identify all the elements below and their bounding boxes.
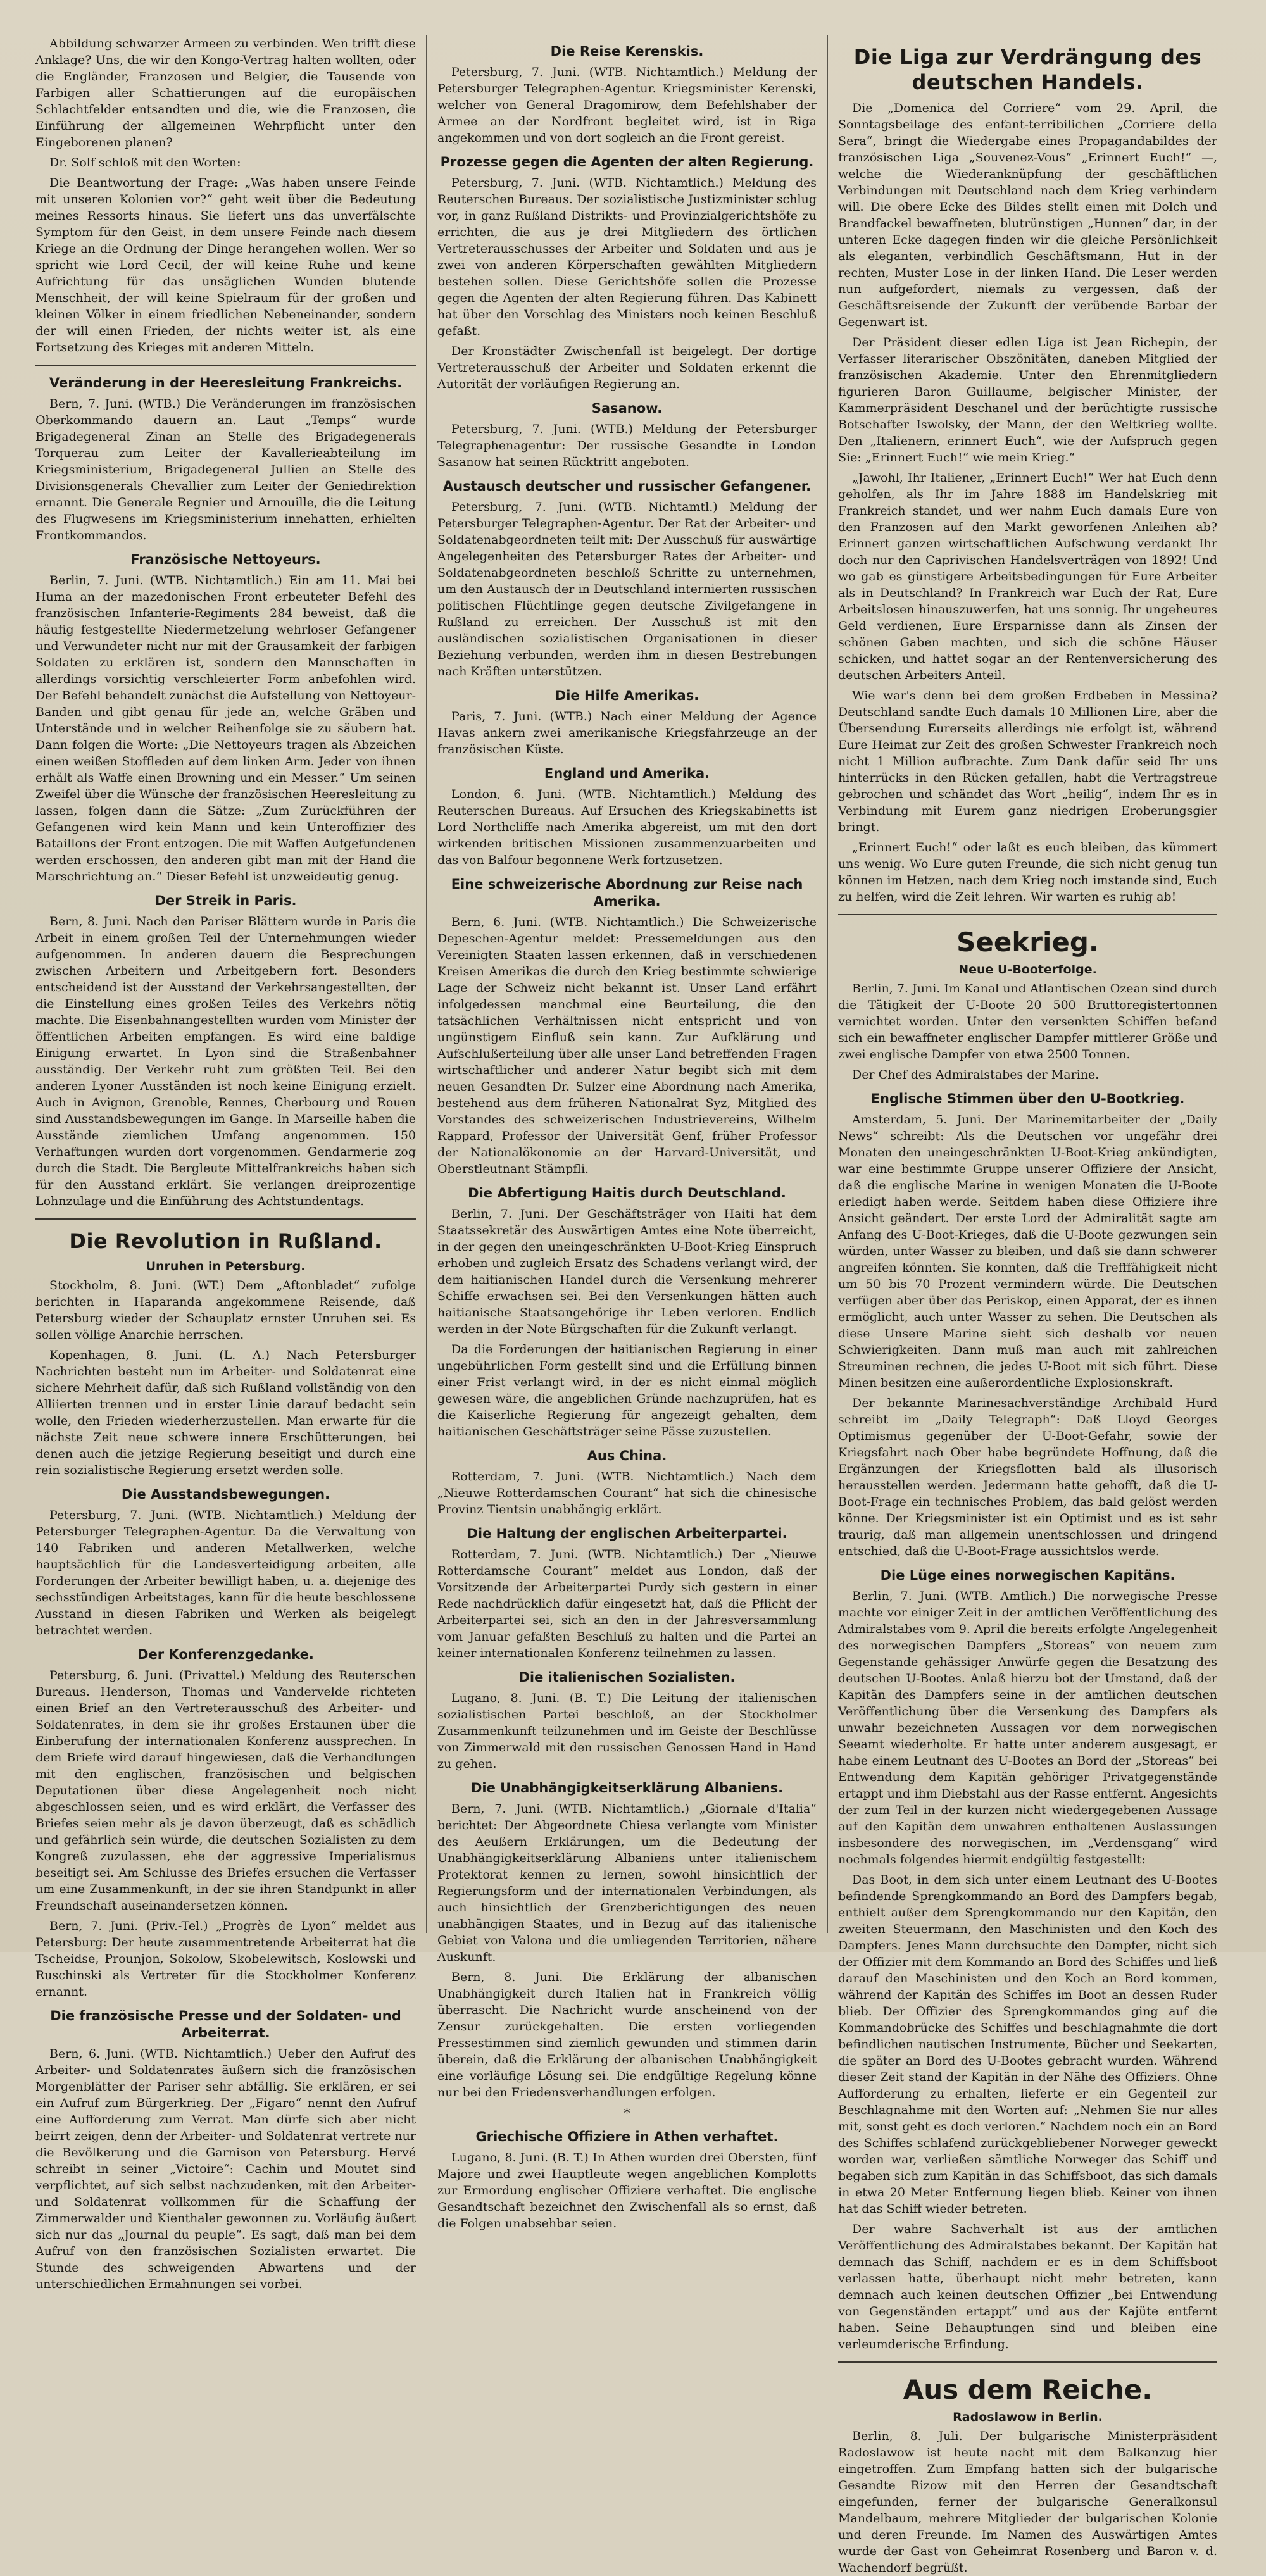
divider	[838, 2361, 1217, 2363]
article-text: Der Präsident dieser edlen Liga ist Jean Richepin, der Verfasser literarischer Obszönitäten, daneben Mitglied der französischen Akademie. Unter den Ehrenmitgliedern figurieren Baron Guillaume, belgischer Minister, der Kammerpräsident Deschanel und der berüchtigte russische Botschafter Iswolsky, der Mann, der den Weltkrieg wollte. Den „Italienern, erinnert Euch“, wie der Aufspruch gegen Sie: „Erinnert Euch!“ wie mein Krieg.“	[838, 335, 1217, 465]
column-2	[426, 35, 827, 2230]
article-text: Der wahre Sachverhalt ist aus der amtlichen Veröffentlichung des Admiralstabes bekannt. Der Kapitän hat demnach das Schiff, nachdem er es in dem Schiffsboot verlassen hatte, überhaupt nicht mehr betreten, kann demnach auch keinen deutschen Offizier „bei Entwendung von Gegenständen ertappt“ und aus der Kajüte entfernt haben. Seine Behauptungen sind und bleiben eine verleumderische Erfindung.	[838, 2222, 1217, 2351]
headline: Aus China.	[587, 1448, 667, 1463]
headline: Die Abfertigung Haitis durch Deutschland.	[468, 1185, 786, 1201]
headline: Französische Nettoyeurs.	[130, 552, 321, 567]
article-text: London, 6. Juni. (WTB. Nichtamtlich.) Meldung des Reuterschen Bureaus. Auf Ersuchen des Kriegskabinetts ist Lord Northcliffe nach Amerika abgereist, um mit den dort wirkenden britischen Missionen zusammenzuarbeiten und das von Balfour begonnene Werk fortzusetzen.	[437, 787, 817, 867]
columns	[25, 35, 1247, 2575]
article-text: Die Beantwortung der Frage: „Was haben unsere Feinde mit unseren Kolonien vor?“ geht weit über die Bedeutung meines Ressorts hinaus. Sie liefert uns das unverfälschte Symptom für den Geist, in dem unsere Feinde nach diesem Kriege an die Ordnung der Dinge herangehen wollen. Wer so spricht wie Lord Cecil, der will keine Ruhe und keine Aufrichtung für das unsäglichen Wunden blutende Menschheit, der will keine Spielraum für der großen und kleinen Völker in einem friedlichen Nebeneinander, sondern der will einen Frieden, der nichts weiter ist, als eine Fortsetzung des Krieges mit anderen Mitteln.	[35, 176, 416, 354]
article-text: Berlin, 7. Juni. (WTB. Amtlich.) Die norwegische Presse machte vor einiger Zeit in der amtlichen Veröffentlichung des Admiralstabes vom 9. April die bereits erfolgte Angelegenheit des norwegischen Dampfers „Storeas“ von neuem zum Gegenstande gehässiger Anwürfe gegen die Besatzung des deutschen U-Bootes. Anlaß hierzu bot der Umstand, daß der Kapitän des Dampfers seine in der amtlichen deutschen Veröffentlichung über die Versenkung des Dampfers als unwahr bezeichneten Aussagen vor dem norwegischen Seeamt wiederholte. Er hatte unter anderem ausgesagt, er habe einem Leutnant des U-Bootes an Bord der „Storeas“ bei Entwendung dem Kapitän gehöriger Privatgegenstände ertappt und ihm Diebstahl aus der Rasse entfernt. Angesichts der zum Teil in der kurzen nicht wiedergegebenen Aussage auf den Kapitän dem unwahren enthaltenen Auslassungen insbesondere des norwegischen, im „Verdensgang“ wird nochmals folgendes hiermit endgültig festgestellt:	[838, 1589, 1217, 1866]
article-text: Bern, 6. Juni. (WTB. Nichtamtlich.) Die Schweizerische Depeschen-Agentur meldet: Pressemeldungen aus den Vereinigten Staaten lassen erkennen, daß in verschiedenen Kreisen Amerikas die durch den Krieg bestimmte schwierige Lage der Schweiz nicht bekannt ist. Unser Land erfährt infolgedessen manchmal eine Beurteilung, die den tatsächlichen Verhältnissen nicht entspricht und von ungünstigem Einfluß sein kann. Zur Aufklärung und Aufschlußerteilung über alle unser Land betreffenden Fragen wirtschaftlicher und anderer Natur begibt sich mit dem neuen Gesandten Dr. Sulzer eine Abordnung nach Amerika, bestehend aus dem früheren Nationalrat Syz, Mitglied des Vorstandes des schweizerischen Industrievereins, Wilhelm Rappard, Professor der Universität Genf, früher Professor der Nationalökonomie an der Harvard-Universität, und Oberstleutnant Stämpfli.	[437, 915, 817, 1176]
article-text: Da die Forderungen der haitianischen Regierung in einer ungebührlichen Form gestellt sind und die Erfüllung binnen einer Frist verlangt wird, in der es nicht einmal möglich gewesen wäre, die angeblichen Gründe nachzuprüfen, hat es die Kaiserliche Regierung für angezeigt gehalten, dem haitianischen Geschäftsträger seine Pässe zuzustellen.	[437, 1342, 817, 1439]
headline: Austausch deutscher und russischer Gefangener.	[442, 478, 812, 494]
divider	[35, 1218, 416, 1220]
headline: Veränderung in der Heeresleitung Frankreichs.	[49, 375, 403, 391]
headline: Die französische Presse und der Soldaten- und Arbeiterrat.	[50, 2008, 401, 2041]
subheadline: Unruhen in Petersburg.	[146, 1260, 306, 1273]
headline: Prozesse gegen die Agenten der alten Regierung.	[440, 154, 814, 170]
article-text: Rotterdam, 7. Juni. (WTB. Nichtamtlich.) Der „Nieuwe Rotterdamsche Courant“ meldet aus London, daß der Vorsitzende der Arbeiterpartei Purdy sich gestern in einer Rede nachdrücklich dafür eingesetzt hat, daß die Pflicht der Arbeiterpartei sei, sich an den in der Jahresversammlung vom Januar gefaßten Beschluß zu halten und die Partei an keiner internationalen Konferenz teilnehmen zu lassen.	[437, 1547, 817, 1660]
article-text: „Jawohl, Ihr Italiener, „Erinnert Euch!“ Wer hat Euch denn geholfen, als Ihr im Jahre 1888 im Handelskrieg mit Frankreich standet, und wer nahm Euch damals Eure von den Franzosen auf den Markt geworfenen Anleihen ab? Erinnert ganzen wirtschaftlichen Aufschwung verdankt Ihr doch nur den Caprivischen Handelsverträgen von 1892! Und wo gab es günstigere Arbeitsbedingungen für Eure Arbeiter als in Deutschland? In Frankreich war Euch der Rat, Eure Arbeitslosen hinauszuwerfen, hat uns sonnig. Ihr ungeheures Geld verdienen, Eure Ersparnisse dann als Zinsen der schönen Gaben machten, und sich die schöne Häuser schicken, und hattet sogar an der Rentenversicherung des deutschen Arbeiters Anteil.	[838, 471, 1217, 682]
article-text: Der bekannte Marinesachverständige Archibald Hurd schreibt im „Daily Telegraph“: Daß Lloyd Georges Optimismus gegenüber der U-Boot-Gefahr, sowie der Kriegsfahrt nach Ober habe begründete Hoffnung, daß die Ergänzungen der Kriegsflotten bald als illusorisch herausstellen werden. Jedermann hatte gehofft, daß die U-Boot-Frage ein technisches Problem, das bald gelöst werden könne. Der Kriegsminister ist ein Optimist und es ist sehr traurig, daß man allgemein unentschlossen und dringend entschied, daß die U-Boot-Frage aussichtslos werde.	[838, 1396, 1217, 1558]
article-text: Petersburg, 7. Juni. (WTB. Nichtamtlich.) Meldung des Reuterschen Bureaus. Der sozialistische Justizminister schlug vor, in ganz Rußland Distrikts- und Provinzialgerichtshöfe zu errichten, die aus je drei Mitgliedern des örtlichen Vertreterausschusses der Arbeiter und Soldaten und aus je zwei von anderen Körperschaften gewählten Mitgliedern bestehen sollen. Diese Gerichtshöfe sollen die Prozesse gegen die Agenten der alten Regierung führen. Das Kabinett hat über den Vorschlag des Ministers noch keinen Beschluß gefaßt.	[437, 176, 817, 338]
article-text: Das Boot, in dem sich unter einem Leutnant des U-Bootes befindende Sprengkommando an Bord des Dampfers begab, enthielt außer dem Sprengkommando nur den Kapitän, den zweiten Steuermann, den Maschinisten und den Koch des Dampfers. Jenes Mann durchsuchte den Dampfer, nicht sich der Offizier mit dem Kommando an Bord des Schiffes und ließ darauf den Maschinisten und den Koch an Bord kommen, während der Kapitän des Schiffes im Boot an dessen Ruder blieb. Der Offizier des Sprengkommandos ging auf die Kommandobrücke des Schiffes und beschlagnahmte die dort befindlichen nautischen Instrumente, Bücher und Seekarten, die später an Bord des U-Bootes gebracht wurden. Während dieser Zeit stand der Kapitän in der Nähe des Offiziers. Ohne Aufforderung zu erhalten, lieferte er ein Gegenteil zur Beschlagnahme mit den Worten auf: „Nehmen Sie nur alles mit, sonst geht es doch verloren.“ Nachdem noch ein an Bord des Schiffes schlafend zurückgebliebener Norweger geweckt worden war, verließen sämtliche Norweger das Schiff und begaben sich zum Kapitän in das Schiffsboot, das sich damals in etwa 20 Meter Entfernung liegen blieb. Keiner von ihnen hat das Schiff wieder betreten.	[838, 1873, 1217, 2216]
separator-star: *	[624, 2105, 630, 2120]
article-text: Stockholm, 8. Juni. (WT.) Dem „Aftonbladet“ zufolge berichten in Haparanda angekommene Reisende, daß Petersburg wieder der Schauplatz ernster Unruhen sei. Es sollen völlige Anarchie herrschen.	[35, 1279, 416, 1342]
divider	[838, 914, 1217, 915]
article-text: Rotterdam, 7. Juni. (WTB. Nichtamtlich.) Nach dem „Nieuwe Rotterdamschen Courant“ hat sich die chinesische Provinz Tientsin unabhängig erklärt.	[437, 1470, 817, 1516]
article-text: Lugano, 8. Juni. (B. T.) Die Leitung der italienischen sozialistischen Partei beschloß, an der Stockholmer Zusammenkunft teilzunehmen und im Geiste der Beschlüsse von Zimmerwald mit den russischen Genossen Hand in Hand zu gehen.	[437, 1691, 817, 1771]
article-text: Wie war's denn bei dem großen Erdbeben in Messina? Deutschland sandte Euch damals 10 Millionen Lire, aber die Übersendung Eurerseits allerdings nie erfolgt ist, während Eure Heimat zur Zeit des großen Schwester Frankreich noch nicht 1 Million aufbrachte. Zum Dank dafür seid Ihr uns hinterrücks in den Rücken gefallen, habt die Vertragstreue gebrochen und schändet das Wort „heilig“, indem Ihr es in Verbindung mit Eurem ganz niedrigen Eroberungsgier bringt.	[838, 689, 1217, 834]
article-text: Petersburg, 6. Juni. (Privattel.) Meldung des Reuterschen Bureaus. Henderson, Thomas und Vandervelde richteten einen Brief an den Vertreterausschuß des Arbeiter- und Soldatenrates, in dem sie ihr großes Erstaunen über die Einberufung der internationalen Konferenz aussprechen. In dem Briefe wird darauf hingewiesen, daß die Verhandlungen mit den englischen, französischen und belgischen Deputationen über diese Angelegenheit noch nicht abgeschlossen seien, und es wird erklärt, die Verfasser des Briefes seien mehr als je davon überzeugt, daß es schädlich und gefährlich sein würde, die deutschen Sozialisten zu dem Kongreß zuzulassen, ehe der aggressive Imperialismus beseitigt sei. Am Schlusse des Briefes ersuchen die Verfasser um eine Zusammenkunft, in der sie ihren Standpunkt in aller Freundschaft auseinandersetzen können.	[35, 1668, 416, 1913]
article-text: Lugano, 8. Juni. (B. T.) In Athen wurden drei Obersten, fünf Majore und zwei Hauptleute wegen angeblichen Komplotts zur Ermordung englischer Offiziere verhaftet. Die englische Gesandtschaft bezeichnet den Zwischenfall als so ernst, daß die Folgen unabsehbar seien.	[437, 2151, 817, 2230]
subheadline: Neue U-Booterfolge.	[958, 963, 1097, 977]
article-text: Bern, 8. Juni. Nach den Pariser Blättern wurde in Paris die Arbeit in einem großen Teil der Unternehmungen wieder aufgenommen. In anderen dauern die Besprechungen zwischen Arbeitern und Arbeitgebern fort. Besonders entscheidend ist der Ausstand der Verkehrsangestellten, der die Einstellung eines großen Teiles des Verkehrs nötig machte. Die Eisenbahnangestellten wurden vom Minister der öffentlichen Arbeiten empfangen. Es wird eine baldige Einigung erwartet. In Lyon sind die Straßenbahner ausständig. Der Verkehr ruht zum größten Teil. Bei den anderen Lyoner Ausständen ist noch keine Einigung erzielt. Auch in Avignon, Grenoble, Rennes, Cherbourg und Rouen sind Ausstandsbewegungen im Gange. In Marseille haben die Ausstände ziemlichen Umfang angenommen. 150 Verhaftungen wurden dort vorgenommen. Gendarmerie zog durch die Stadt. Die Bergleute Mittelfrankreichs haben sich für den Ausstand erklärt. Sie verlangen dreiprozentige Lohnzulage und die Einführung des Achtstundentags.	[35, 915, 416, 1208]
headline: Die Reise Kerenskis.	[550, 44, 704, 59]
article-text: Bern, 7. Juni. (Priv.-Tel.) „Progrès de Lyon“ meldet aus Petersburg: Der heute zusammentretende Arbeiterrat hat die Tscheidse, Prounjon, Sokolow, Skobelewitsch, Koslowski und Ruschinski als Vertreter für die Stockholmer Konferenz ernannt.	[35, 1919, 416, 1999]
article-text: Bern, 8. Juni. Die Erklärung der albanischen Unabhängigkeit durch Italien hat in Frankreich völlig überrascht. Die Nachricht wurde anscheinend von der Zensur zurückgehalten. Die ersten vorliegenden Pressestimmen sind ziemlich gewunden und stimmen darin überein, daß die Erklärung der albanischen Unabhängigkeit eine vorläufige Lösung sei. Die endgültige Regelung könne nur bei den Friedensverhandlungen erfolgen.	[437, 1970, 817, 2099]
headline: Die Lüge eines norwegischen Kapitäns.	[880, 1568, 1175, 1583]
article-text: Der Kronstädter Zwischenfall ist beigelegt. Der dortige Vertreterausschuß der Arbeiter und Soldaten erkennt die Autorität der vorläufigen Regierung an.	[437, 344, 817, 391]
article-text: Bern, 6. Juni. (WTB. Nichtamtlich.) Ueber den Aufruf des Arbeiter- und Soldatenrates äußern sich die französischen Morgenblätter der Pariser sehr abfällig. Sie erklären, er sei ein Aufruf zum Bürgerkrieg. Der „Figaro“ nennt den Aufruf eine Aufforderung zum Verrat. Man dürfe sich aber nicht beirrt zeigen, denn der Arbeiter- und Soldatenrat vertrete nur die Bevölkerung und die Garnison von Petersburg. Hervé schreibt in seiner „Victoire“: Cachin und Moutet sind verpflichtet, auf sich selbst nachzudenken, mit den Arbeiter- und Soldatenrat vollkommen für die Schaffung der Zimmerwalder und Kienthaler gewonnen zu. Vorläufig äußert sich nur das „Journal du peuple“. Es sagt, daß man bei dem Aufruf von den französischen Sozialisten erwartet. Die Stunde des schweigenden Abwartens und der unterschiedlichen Ermahnungen sei vorbei.	[35, 2047, 416, 2291]
headline: Die Unabhängigkeitserklärung Albaniens.	[470, 1780, 784, 1796]
article-text: Berlin, 7. Juni. (WTB. Nichtamtlich.) Ein am 11. Mai bei Huma an der mazedonischen Front erbeuteter Befehl des französischen Infanterie-Regiments 284 beweist, daß die häufig festgestellte Niedermetzelung wehrloser Gefangener und Verwundeter nicht nur mit der Grausamkeit der farbigen Soldaten zu erklären ist, sondern den Mannschaften in allerdings vorsichtig verschleierter Form anbefohlen wird. Der Befehl behandelt zunächst die Aufstellung von Nettoyeur-Banden und gibt genau für jede an, welche Gräben und Unterstände und in welcher Reihenfolge sie zu säubern hat. Dann folgen die Worte: „Die Nettoyeurs tragen als Abzeichen einen weißen Stoffleden auf dem linken Arm. Jeder von ihnen erhält als Waffe einen Browning und ein Messer.“ Um seinen Zweifel über die Wünsche der französischen Heeresleitung zu lassen, folgen dann die Sätze: „Zum Zurückführen der Gefangenen wird kein Mann und kein Unteroffizier des Bataillons der Front entzogen. Die mit Waffen Aufgefundenen werden erschossen, den anderen gibt man mit der Hand die Marschrichtung an.“ Dieser Befehl ist unzweideutig genug.	[35, 573, 416, 884]
section-headline: Die Liga zur Verdrängung des deutschen Handels.	[853, 45, 1202, 94]
headline: Die italienischen Sozialisten.	[518, 1670, 736, 1685]
article-text: Petersburg, 7. Juni. (WTB. Nichtamtlich.) Meldung der Petersburger Telegraphen-Agentur. Da die Verwaltung von 140 Fabriken und anderen Metallwerken, welche hauptsächlich für die Landesverteidigung arbeiten, alle Forderungen der Arbeiter bewilligt haben, u. a. diejenige des sechsstündigen Arbeitstages, kann für die heute beschlossene Ausstand in diesen Fabriken und Werken als beigelegt betrachtet werden.	[35, 1508, 416, 1637]
column-3	[827, 35, 1227, 2575]
divider	[35, 365, 416, 366]
article-text: Die „Domenica del Corriere“ vom 29. April, die Sonntagsbeilage des enfant-terribilichen „Corriere della Sera“, bringt die Wiedergabe eines Propagandabildes der französischen Liga „Souvenez-Vous“ „Erinnert Euch!“ —, welche die Wiederanknüpfung der geschäftlichen Verbindungen mit Deutschland nach dem Krieg verhindern will. Die obere Ecke des Bildes stellt einen mit Dolch und Brandfackel bewaffneten, blutrünstigen „Hunnen“ dar, in der unteren Ecke dagegen finden wir die gleiche Persönlichkeit als eleganten, verbindlich Geschäftsmann, Hut in der rechten, Muster Lose in der linken Hand. Die Leser werden nun aufgefordert, niemals zu vergessen, daß der Geschäftsreisende der Zukunft der verübende Barbar der Gegenwart ist.	[838, 101, 1217, 329]
section-headline: Aus dem Reiche.	[903, 2374, 1153, 2405]
column-1	[25, 35, 426, 2291]
section-headline: Seekrieg.	[956, 927, 1099, 958]
subheadline: Radoslawow in Berlin.	[953, 2410, 1103, 2424]
article-text: Kopenhagen, 8. Juni. (L. A.) Nach Petersburger Nachrichten besteht nun im Arbeiter- und Soldatenrat eine sichere Mehrheit dafür, daß sich Rußland vollständig von den Alliierten trennen und in erster Linie darauf bedacht sein wolle, den Frieden wiederherzustellen. Man erwarte für die nächste Zeit neue schwere innere Erschütterungen, bei denen auch die jetzige Regierung beseitigt und durch eine rein sozialistische Regierung ersetzt werden solle.	[35, 1348, 416, 1477]
article-text: Berlin, 7. Juni. Im Kanal und Atlantischen Ozean sind durch die Tätigkeit der U-Boote 20 500 Bruttoregistertonnen vernichtet worden. Unter den versenkten Schiffen befand sich ein bewaffneter englischer Dampfer mittlerer Größe und zwei englische Dampfer von etwa 2500 Tonnen.	[838, 982, 1217, 1061]
headline: Englische Stimmen über den U-Bootkrieg.	[870, 1091, 1185, 1106]
article-text: Petersburg, 7. Juni. (WTB. Nichtamtl.) Meldung der Petersburger Telegraphen-Agentur. Der Rat der Arbeiter- und Soldatenabgeordneten teilt mit: Der Ausschuß für auswärtige Angelegenheiten des Petersburger Rates der Arbeiter- und Soldatenabgeordneten beschloß Schritte zu unternehmen, um den Austausch der in Deutschland internierten russischen politischen Flüchtlinge gegen deutsche Zivilgefangene in Rußland zu erreichen. Der Ausschuß ist mit den ausländischen sozialistischen Organisationen in dieser Beziehung verbunden, werden ihm in diesen Bestrebungen nach Kräften unterstützen.	[437, 500, 817, 678]
headline: Sasanow.	[591, 401, 663, 416]
headline: Der Streik in Paris.	[154, 893, 297, 908]
article-text: Berlin, 8. Juli. Der bulgarische Ministerpräsident Radoslawow ist heute nacht mit dem Balkanzug hier eingetroffen. Zum Empfang hatten sich der bulgarische Gesandte Rizow mit den Herren der Gesandtschaft eingefunden, ferner der bulgarische Generalkonsul Mandelbaum, mehrere Mitglieder der bulgarischen Kolonie und deren Freunde. Im Namen des Auswärtigen Amtes wurde der Gast von Geheimrat Rosenberg und Baron v. d. Wachendorf begrüßt.	[838, 2429, 1217, 2575]
article-text: Bern, 7. Juni. (WTB.) Die Veränderungen im französischen Oberkommando dauern an. Laut „Temps“ wurde Brigadegeneral Zinan an Stelle des Brigadegenerals Torquerau zum Leiter der Kavallerieabteilung im Kriegsministerium, Brigadegeneral Jullien an Stelle des Divisionsgenerals Chevallier zum Leiter der Geniedirektion ernannt. Die Generale Regnier und Arnouille, die die Leitung des Flugwesens im Kriegsministerium innehatten, erhielten Frontkommandos.	[35, 397, 416, 542]
headline: Der Konferenzgedanke.	[137, 1647, 314, 1662]
article-text: Bern, 7. Juni. (WTB. Nichtamtlich.) „Giornale d'Italia“ berichtet: Der Abgeordnete Chiesa verlangte vom Minister des Aeußern Erklärungen, um die Bedeutung der Unabhängigkeitserklärung Albaniens unter italienischem Protektorat kennen zu lernen, sowohl hinsichtlich der Regierungsform und der internationalen Verbindungen, als auch hinsichtlich der Grenzberichtigungen des neuen unabhängigen Staates, und in Bezug auf das italienische Gebiet von Valona und die umliegenden Territorien, nähere Auskunft.	[437, 1802, 817, 1964]
article-text: Der Chef des Admiralstabes der Marine.	[852, 1068, 1100, 1082]
article-text: Amsterdam, 5. Juni. Der Marinemitarbeiter der „Daily News“ schreibt: Als die Deutschen vor ungefähr drei Monaten den uneingeschränkten U-Boot-Krieg ankündigten, war eine bestimmte Gruppe unserer Offiziere der Ansicht, daß die englische Marine in wenigen Monaten die U-Boote erledigt haben werde. Seitdem haben diese Offiziere ihre Ansicht geändert. Der erste Lord der Admiralität sagte am Anfang des U-Boot-Krieges, daß die U-Boote gezwungen sein würden, unter Wasser zu bleiben, und daß sie dann schwerer angreifen könnten. Sie konnten, daß die Trefffähigkeit nicht um 50 bis 70 Prozent vermindern würde. Die Deutschen verfügen aber über das Periskop, einen Apparat, der es ihnen ermöglicht, auch unter Wasser zu sehen. Die Deutschen als diese Unsere Marine sieht sich deshalb vor neuen Schwierigkeiten. Dann muß man auch mit zahlreichen Streuminen rechnen, die jedes U-Boot mit sich führt. Diese Minen besitzen eine außerordentliche Explosionskraft.	[838, 1113, 1217, 1390]
headline: Die Ausstandsbewegungen.	[121, 1487, 330, 1502]
headline: Die Hilfe Amerikas.	[555, 688, 699, 703]
headline: England und Amerika.	[544, 766, 710, 781]
headline: Eine schweizerische Abordnung zur Reise nach Amerika.	[451, 877, 803, 909]
article-text: Dr. Solf schloß mit den Worten:	[49, 156, 241, 170]
article-text: Paris, 7. Juni. (WTB.) Nach einer Meldung der Agence Havas ankern zwei amerikanische Kriegsfahrzeuge an der französischen Küste.	[437, 710, 817, 756]
article-text: „Erinnert Euch!“ oder laßt es euch bleiben, das kümmert uns wenig. Wo Eure guten Freunde, die sich nicht genug tun können im Hetzen, nach dem Krieg noch imstande sind, Euch zu helfen, wird die Zeit lehren. Wir warten es ruhig ab!	[838, 841, 1217, 904]
section-headline: Die Revolution in Rußland.	[69, 1229, 382, 1253]
headline: Die Haltung der englischen Arbeiterpartei.	[467, 1526, 787, 1541]
article-text: Petersburg, 7. Juni. (WTB.) Meldung der Petersburger Telegraphenagentur: Der russische Gesandte in London Sasanow hat seinen Rücktritt angeboten.	[437, 422, 817, 469]
article-text: Abbildung schwarzer Armeen zu verbinden. Wen trifft diese Anklage? Uns, die wir den Kongo-Vertrag halten wollten, oder die Engländer, Franzosen und Belgier, die Tausende von Farbigen aller Schattierungen auf die europäischen Schlachtfelder entsandten und die, wie die Franzosen, die Einführung der allgemeinen Wehrpflicht unter den Eingeborenen planen?	[35, 37, 416, 149]
article-text: Petersburg, 7. Juni. (WTB. Nichtamtlich.) Meldung der Petersburger Telegraphen-Agentur. Kriegsminister Kerenski, welcher von General Dragomirow, dem Befehlshaber der Armee an der Nordfront begleitet wird, ist in Riga angekommen und von dort sogleich an die Front gereist.	[437, 65, 817, 145]
article-text: Berlin, 7. Juni. Der Geschäftsträger von Haiti hat dem Staatssekretär des Auswärtigen Amtes eine Note überreicht, in der gegen den uneingeschränkten U-Boot-Krieg Einspruch erhoben und zugleich Ersatz des Schadens verlangt wird, der dem haitianischen Handel durch die Versenkung mehrerer Schiffe erwachsen sei. Bei den Versenkungen hätten auch haitianische Staatsangehörige ihr Leben verloren. Endlich werden in der Note Bürgschaften für die Zukunft verlangt.	[437, 1207, 817, 1336]
headline: Griechische Offiziere in Athen verhaftet.	[475, 2129, 779, 2144]
